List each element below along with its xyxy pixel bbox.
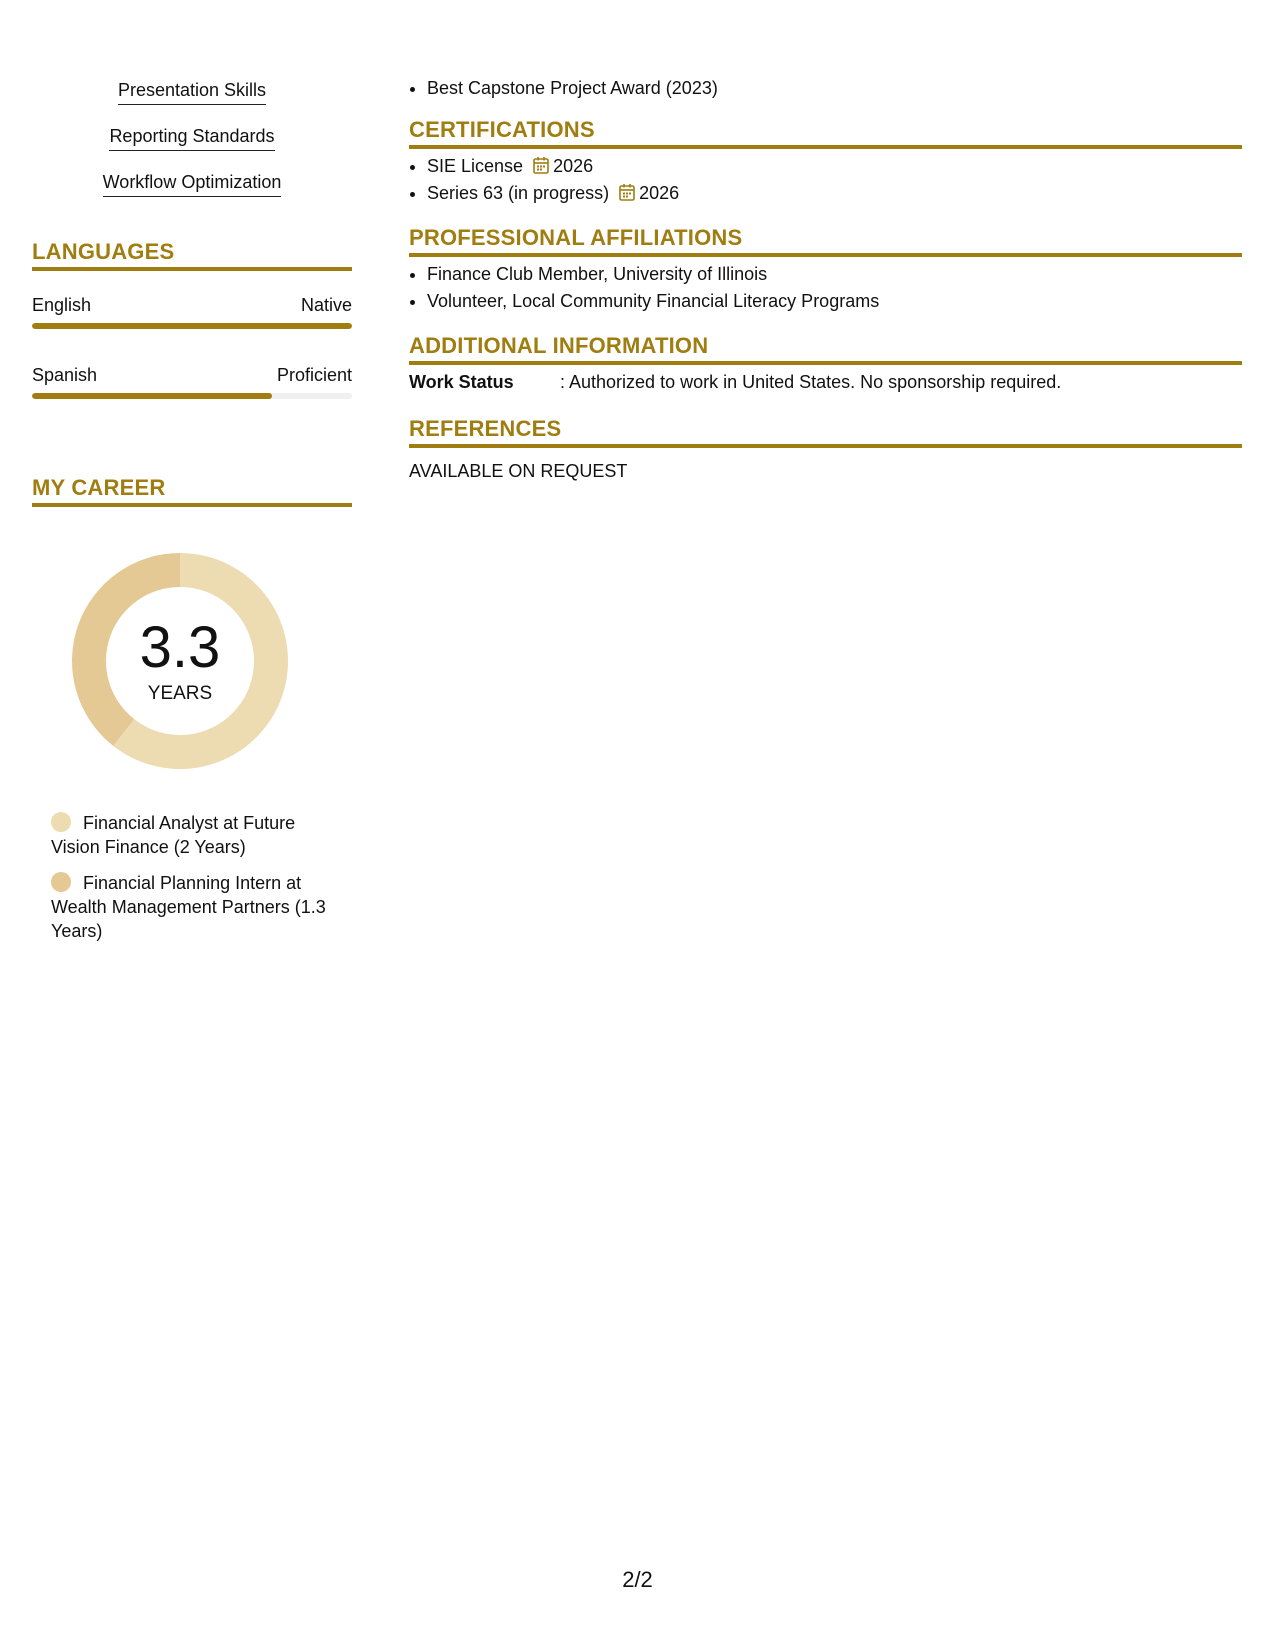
skill-item: Reporting Standards [109,124,274,151]
certification-year: 2026 [553,156,594,176]
language-level: Proficient [276,365,352,385]
language-item [32,363,352,399]
certifications-section [409,117,1242,207]
work-status-row [409,369,1242,396]
right-column [409,78,1242,485]
language-level: Native [300,295,352,315]
language-name: Spanish [32,365,98,385]
affiliation-item: • Finance Club Member, University of Illinois [427,261,1242,288]
certification-item [427,180,1242,207]
languages-section [32,239,352,399]
legend-swatch [51,872,71,892]
references-section [409,416,1242,485]
language-level-bar [32,323,352,329]
work-status-value: : Authorized to work in United States. No sponsorship required. [560,372,1062,392]
legend-label: Financial Analyst at Future Vision Finance (2 Years) [51,813,296,857]
career-legend [51,811,341,943]
affiliations-title: PROFESSIONAL AFFILIATIONS [409,225,1242,257]
calendar-icon [533,156,549,174]
legend-item [51,871,341,943]
career-total-unit: YEARS [147,683,213,704]
language-item [32,293,352,329]
certification-name: Series 63 (in progress) [427,183,610,203]
calendar-icon [619,183,635,201]
page-number: 2/2 [622,1567,653,1592]
award-item: • Best Capstone Project Award (2023) [427,75,1242,102]
certifications-title: CERTIFICATIONS [409,117,1242,149]
language-level-bar [32,393,352,399]
career-title: MY CAREER [32,475,352,507]
awards-list [409,75,1242,102]
legend-label: Financial Planning Intern at Wealth Management Partners (1.3 Years) [51,873,326,941]
affiliation-item: • Volunteer, Local Community Financial Literacy Programs [427,288,1242,315]
additional-title: ADDITIONAL INFORMATION [409,333,1242,365]
skill-item: Workflow Optimization [103,170,282,197]
references-text: AVAILABLE ON REQUEST [409,461,628,481]
certification-item [427,153,1242,180]
certification-year: 2026 [639,183,680,203]
career-donut-chart [60,541,300,781]
language-level-fill [32,323,352,329]
career-total-value: 3.3 [139,615,221,680]
skill-item: Presentation Skills [118,78,266,105]
certifications-list [409,153,1242,207]
career-section [32,475,352,943]
skills-list [32,78,352,197]
additional-section [409,333,1242,396]
affiliations-section [409,225,1242,315]
certification-name: SIE License [427,156,524,176]
references-title: REFERENCES [409,416,1242,448]
language-name: English [32,295,92,315]
affiliations-list [409,261,1242,315]
language-level-fill [32,393,272,399]
legend-item [51,811,341,859]
legend-swatch [51,812,71,832]
work-status-label: Work Status [409,372,514,392]
left-column [32,78,352,943]
languages-title: LANGUAGES [32,239,352,271]
